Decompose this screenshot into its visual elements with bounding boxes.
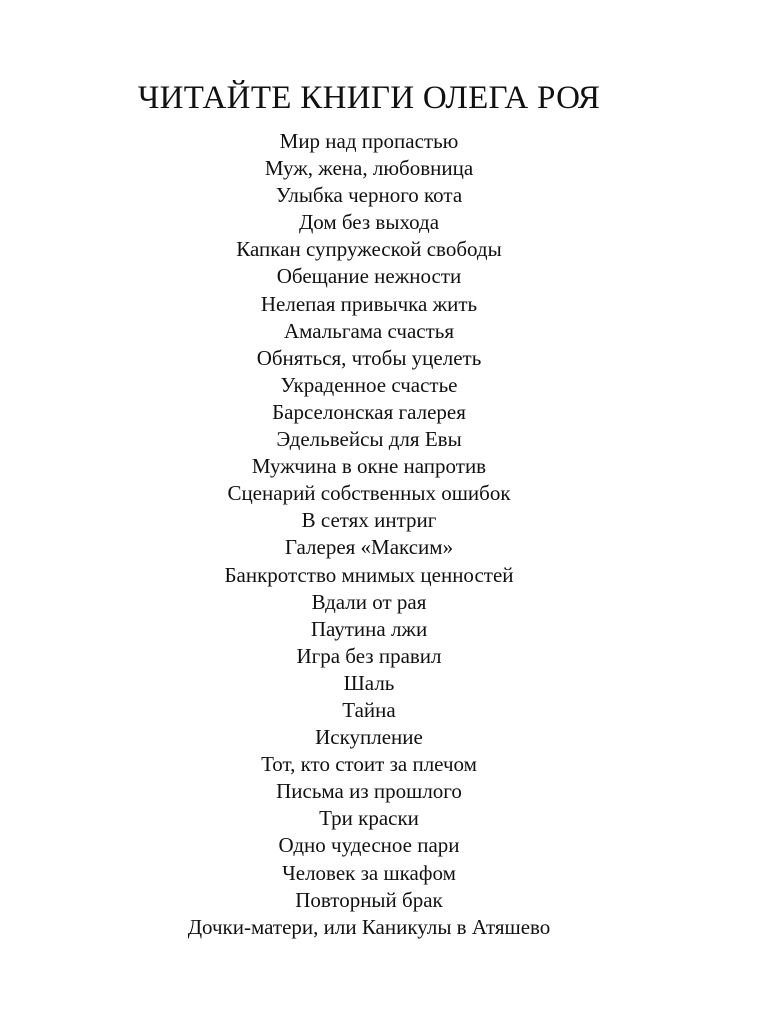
book-title: Мужчина в окне напротив: [251, 454, 487, 479]
book-title: Барселонская галерея: [272, 399, 466, 424]
book-title: Галерея «Максим»: [284, 535, 454, 560]
book-title: Шаль: [343, 670, 395, 695]
book-title: Игра без правил: [296, 643, 442, 668]
book-title: Банкротство мнимых ценностей: [224, 562, 514, 587]
book-title: Дочки-матери, или Каникулы в Атяшево: [187, 914, 551, 939]
book-title: Тот, кто стоит за плечом: [261, 752, 477, 777]
book-title: Повторный брак: [295, 887, 443, 912]
book-title: Капкан супружеской свободы: [236, 237, 502, 262]
page-heading: ЧИТАЙТЕ КНИГИ ОЛЕГА РОЯ: [137, 80, 601, 116]
book-title: В сетях интриг: [301, 508, 437, 533]
book-title: Вдали от рая: [311, 589, 427, 614]
book-title: Тайна: [342, 697, 396, 722]
book-title: Муж, жена, любовница: [264, 156, 474, 181]
book-title: Эдельвейсы для Евы: [276, 427, 462, 452]
book-title: Паутина лжи: [310, 616, 428, 641]
book-title: Одно чудесное пари: [278, 833, 460, 858]
book-title: Обещание нежности: [276, 264, 462, 289]
book-title: Три краски: [319, 806, 419, 831]
book-title: Нелепая привычка жить: [260, 291, 478, 316]
book-list: [0, 128, 738, 941]
book-title: Дом без выхода: [298, 210, 440, 235]
book-title: Письма из прошлого: [276, 779, 462, 804]
book-title: Улыбка черного кота: [275, 183, 463, 208]
book-title: Человек за шкафом: [282, 860, 456, 885]
book-title: Обняться, чтобы уцелеть: [256, 345, 482, 370]
book-title: Амальгама счастья: [283, 318, 455, 343]
book-title: Украденное счастье: [280, 372, 458, 397]
book-title: Искупление: [315, 725, 423, 750]
book-title: Сценарий собственных ошибок: [227, 481, 511, 506]
book-title: Мир над пропастью: [279, 129, 459, 153]
